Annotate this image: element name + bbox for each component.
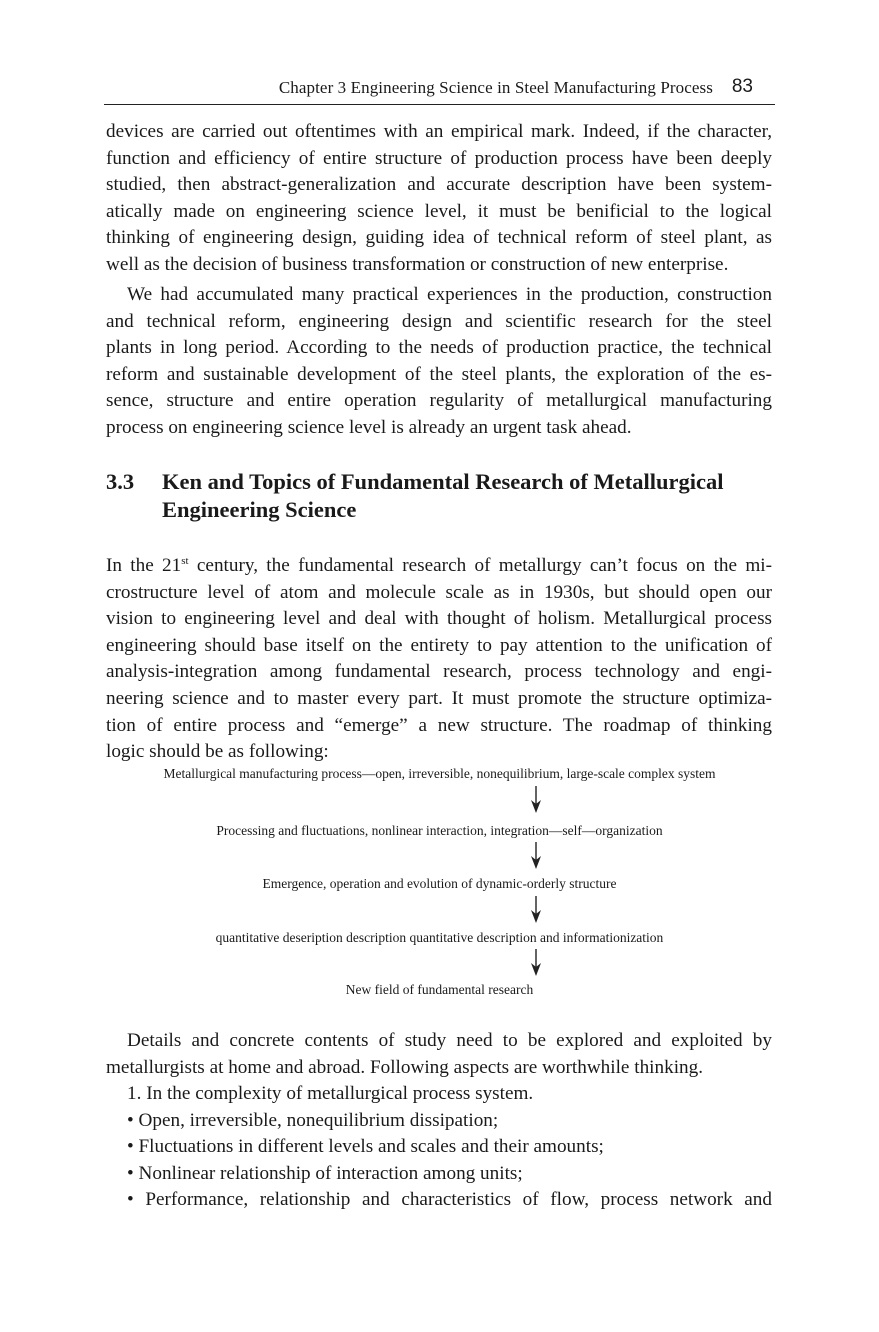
text-line: well as the decision of business transformation or construction of new enterprise. — [106, 253, 729, 275]
down-arrow-icon — [530, 896, 542, 924]
flow-step: Metallurgical manufacturing process—open, irreversible, nonequilibrium, large-scale complex system — [163, 766, 716, 781]
text-line: crostructure level of atom and molecule scale as in 1930s, but should open our — [106, 581, 772, 603]
flow-step: Processing and fluctuations, nonlinear interaction, integration—self—organization — [216, 823, 663, 838]
text-line: tion of entire process and “emerge” a new structure. The roadmap of thinking — [106, 714, 772, 736]
list-heading: 1. In the complexity of metallurgical process system. — [127, 1083, 534, 1104]
list-item: • Open, irreversible, nonequilibrium dissipation; — [127, 1109, 499, 1131]
text-line: Details and concrete contents of study need to be explored and exploited by — [127, 1030, 772, 1051]
flow-step: quantitative deseription description quantitative description and informationization — [215, 930, 664, 945]
text-line: We had accumulated many practical experiences in the production, construction — [127, 284, 772, 305]
page-number: 83 — [731, 76, 753, 97]
section-number: 3.3 — [106, 469, 135, 494]
flow-step: Emergence, operation and evolution of dynamic-orderly structure — [262, 876, 617, 891]
paragraph-1 — [106, 119, 772, 279]
superscript: st — [181, 555, 189, 567]
text-line: studied, then abstract-generalization and accurate description have been system- — [106, 174, 772, 196]
running-head-title: Chapter 3 Engineering Science in Steel Manufacturing Process — [278, 78, 713, 97]
list-item: • Nonlinear relationship of interaction among units; — [127, 1162, 523, 1184]
text-line: plants in long period. According to the needs of production practice, the technical — [106, 337, 772, 359]
text-line: logic should be as following: — [106, 741, 329, 763]
down-arrow-icon — [530, 949, 542, 977]
text-line: thinking of engineering design, guiding idea of technical reform of steel plant, as — [106, 227, 772, 249]
text-line: metallurgists at home and abroad. Following aspects are worthwhile thinking. — [106, 1056, 704, 1078]
flow-step: New field of fundamental research — [345, 982, 534, 997]
down-arrow-icon — [530, 786, 542, 814]
text-line: reform and sustainable development of the steel plants, the exploration of the es- — [106, 363, 772, 385]
text-line: and technical reform, engineering design and scientific research for the steel — [106, 310, 772, 332]
paragraph-3 — [106, 553, 772, 766]
down-arrow-icon — [530, 842, 542, 870]
list-item: • Fluctuations in different levels and scales and their amounts; — [127, 1136, 604, 1158]
text-line: engineering should base itself on the entirety to pay attention to the unification of — [106, 634, 772, 656]
list-item: • Performance, relationship and characteristics of flow, process network and — [127, 1189, 772, 1211]
text-line — [106, 553, 772, 580]
text-line: neering science and to master every part. It must promote the structure optimiza- — [106, 687, 772, 709]
text-fragment: century, the fundamental research of metallurgy can’t focus on the mi- — [188, 555, 772, 576]
text-line: function and efficiency of entire structure of production process have been deeply — [106, 147, 772, 169]
paragraph-4 — [106, 1028, 772, 1081]
text-line: analysis-integration among fundamental research, process technology and engi- — [106, 661, 772, 683]
text-line: vision to engineering level and deal with thought of holism. Metallurgical process — [106, 608, 772, 630]
section-title-line: Engineering Science — [162, 497, 357, 522]
section-title-line: Ken and Topics of Fundamental Research of Metallurgical — [162, 469, 724, 494]
paragraph-2 — [106, 282, 772, 442]
text-line: sence, structure and entire operation regularity of metallurgical manufacturing — [106, 390, 772, 412]
text-line: process on engineering science level is already an urgent task ahead. — [106, 416, 632, 438]
text-line: atically made on engineering science level, it must be benificial to the logical — [106, 200, 772, 222]
running-head — [104, 76, 775, 105]
aspects-list — [106, 1081, 772, 1214]
text-line: devices are carried out oftentimes with an empirical mark. Indeed, if the character, — [106, 121, 772, 142]
text-fragment: In the 21 — [106, 555, 182, 576]
